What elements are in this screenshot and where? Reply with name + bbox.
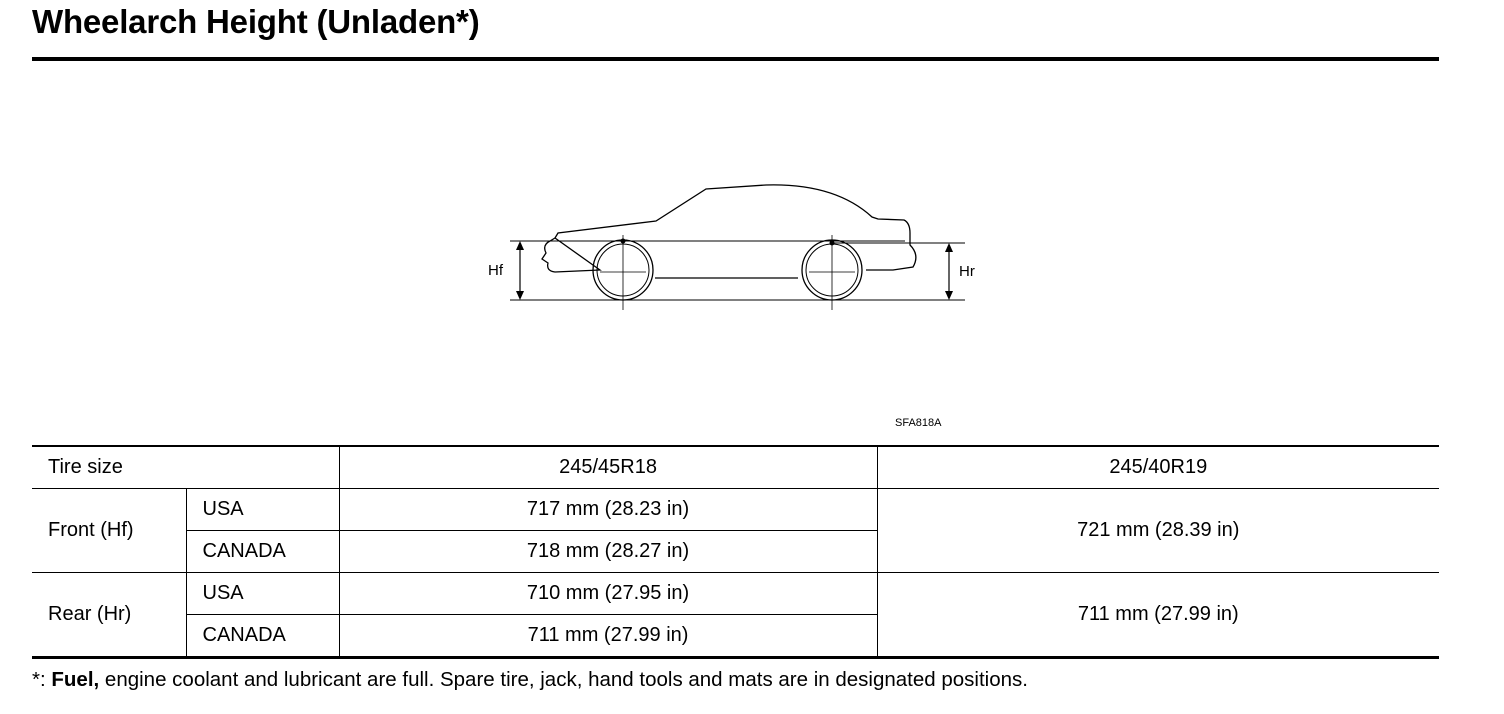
- column-header-245-40r19: 245/40R19: [877, 446, 1439, 489]
- column-header-245-45r18: 245/45R18: [339, 446, 877, 489]
- vehicle-side-view-diagram: [480, 175, 1000, 315]
- footnote-text: engine coolant and lubricant are full. Spare tire, jack, hand tools and mats are in designated positions.: [99, 668, 1028, 691]
- footnote-bold: Fuel,: [51, 668, 100, 691]
- wheelarch-height-table: [32, 445, 1439, 659]
- page-title: Wheelarch Height (Unladen*): [32, 3, 480, 40]
- value-cell: 721 mm (28.39 in): [877, 489, 1439, 573]
- value-cell: 711 mm (27.99 in): [877, 573, 1439, 658]
- value-cell: 710 mm (27.95 in): [339, 573, 877, 615]
- row-group-rear: Rear (Hr): [32, 573, 186, 658]
- table-row: [32, 489, 1439, 531]
- table-row: [32, 573, 1439, 615]
- region-label: USA: [186, 573, 339, 615]
- region-label: CANADA: [186, 615, 339, 658]
- hr-label: Hr: [959, 263, 975, 280]
- value-cell: 711 mm (27.99 in): [339, 615, 877, 658]
- figure-code: SFA818A: [895, 417, 942, 429]
- row-group-front: Front (Hf): [32, 489, 186, 573]
- footnote-prefix: *:: [32, 668, 52, 691]
- title-divider: [32, 57, 1439, 61]
- hf-label: Hf: [488, 262, 503, 279]
- table-header-row: [32, 446, 1439, 489]
- footnote: [32, 666, 1028, 694]
- region-label: USA: [186, 489, 339, 531]
- tire-size-label: Tire size: [32, 446, 339, 489]
- region-label: CANADA: [186, 531, 339, 573]
- value-cell: 718 mm (28.27 in): [339, 531, 877, 573]
- value-cell: 717 mm (28.23 in): [339, 489, 877, 531]
